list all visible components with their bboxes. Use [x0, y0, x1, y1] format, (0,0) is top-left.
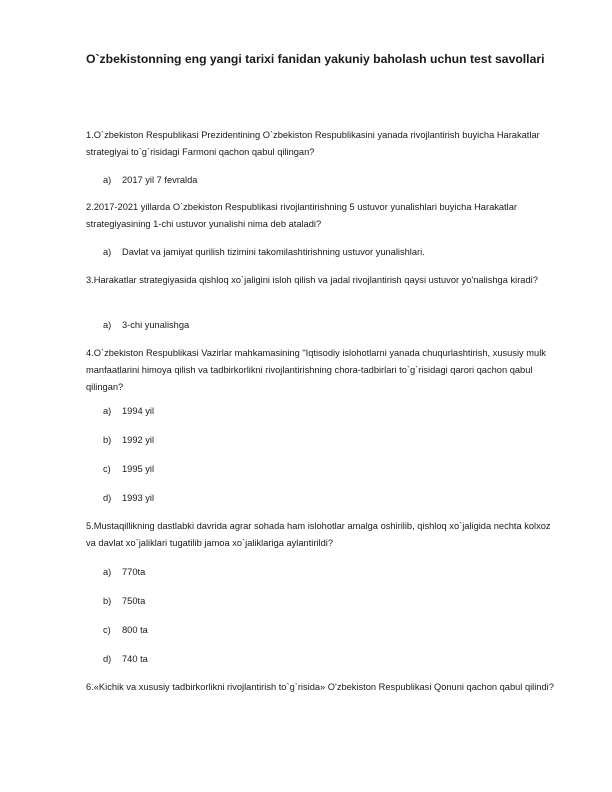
question-2-text: 2.2017-2021 yillarda O`zbekiston Respublikasi rivojlantirishning 5 ustuvor yunalishlari buyicha Harakatlar strategiyasining 1-chi ustuvor yunalishi nima deb ataladi? — [86, 202, 517, 229]
option-text: 1994 yil — [122, 406, 155, 416]
question-2-option-a — [103, 245, 425, 259]
option-letter: a) — [103, 406, 112, 416]
question-3-text: 3.Harakatlar strategiyasida qishloq xo`jaligini isloh qilish va jadal rivojlantirish qaysi ustuvor yo'nalishga kiradi? — [86, 275, 538, 285]
option-text: 2017 yil 7 fevralda — [122, 175, 198, 185]
question-4-option-b — [103, 433, 154, 447]
option-text: 750ta — [122, 596, 146, 606]
question-5-option-a — [103, 565, 145, 579]
option-text: 800 ta — [122, 625, 148, 635]
option-letter: c) — [103, 625, 111, 635]
document-title: O`zbekistonning eng yangi tarixi fanidan yakuniy baholash uchun test savollari — [86, 52, 545, 66]
question-1-text: 1.O`zbekiston Respublikasi Prezidentining O`zbekiston Respublikasini yanada rivojlantirish buyicha Harakatlar strategiyai to`g`risidagi Farmoni qachon qabul qilingan? — [86, 130, 540, 157]
question-4-text: 4.O`zbekiston Respublikasi Vazirlar mahkamasining "Iqtisodiy islohotlarni yanada chuqurlashtirish, xususiy mulk manfaatlarini himoya qilish va tadbirkorlikni rivojlantirishning chora-tadbirlari to`g`risidagi qarori qachon qabul qilingan? — [86, 348, 546, 392]
question-4-option-a — [103, 404, 154, 418]
question-3-option-a — [103, 318, 189, 332]
question-1-option-a — [103, 173, 197, 187]
option-letter: a) — [103, 247, 112, 257]
option-text: 1992 yil — [122, 435, 155, 445]
question-5-text: 5.Mustaqillikning dastlabki davrida agrar sohada ham islohotlar amalga oshirilib, qishloq xo`jaligida nechta kolxoz va davlat xo`jaliklari tugatilib jamoa xo`jaliklariga aylantirildi? — [86, 521, 551, 548]
option-text: 1993 yil — [122, 493, 155, 503]
option-text: 1995 yil — [122, 464, 155, 474]
option-letter: c) — [103, 464, 111, 474]
option-text: 3-chi yunalishga — [122, 320, 190, 330]
option-letter: b) — [103, 435, 112, 445]
question-4-option-d — [103, 491, 154, 505]
option-letter: b) — [103, 596, 112, 606]
question-6-text: 6.«Kichik va xususiy tadbirkorlikni rivojlantirish to`g`risida» O'zbekiston Respublikasi Qonuni qachon qabul qilindi? — [86, 682, 554, 692]
option-letter: a) — [103, 567, 112, 577]
question-5-option-d — [103, 652, 148, 666]
question-5-option-b — [103, 594, 145, 608]
option-letter: a) — [103, 175, 112, 185]
option-letter: d) — [103, 493, 112, 503]
option-text: Davlat va jamiyat qurilish tizimini takomilashtirishning ustuvor yunalishlari. — [122, 247, 425, 257]
question-5-option-c — [103, 623, 148, 637]
option-text: 770ta — [122, 567, 146, 577]
option-letter: d) — [103, 654, 112, 664]
question-4-option-c — [103, 462, 154, 476]
option-text: 740 ta — [122, 654, 148, 664]
option-letter: a) — [103, 320, 112, 330]
